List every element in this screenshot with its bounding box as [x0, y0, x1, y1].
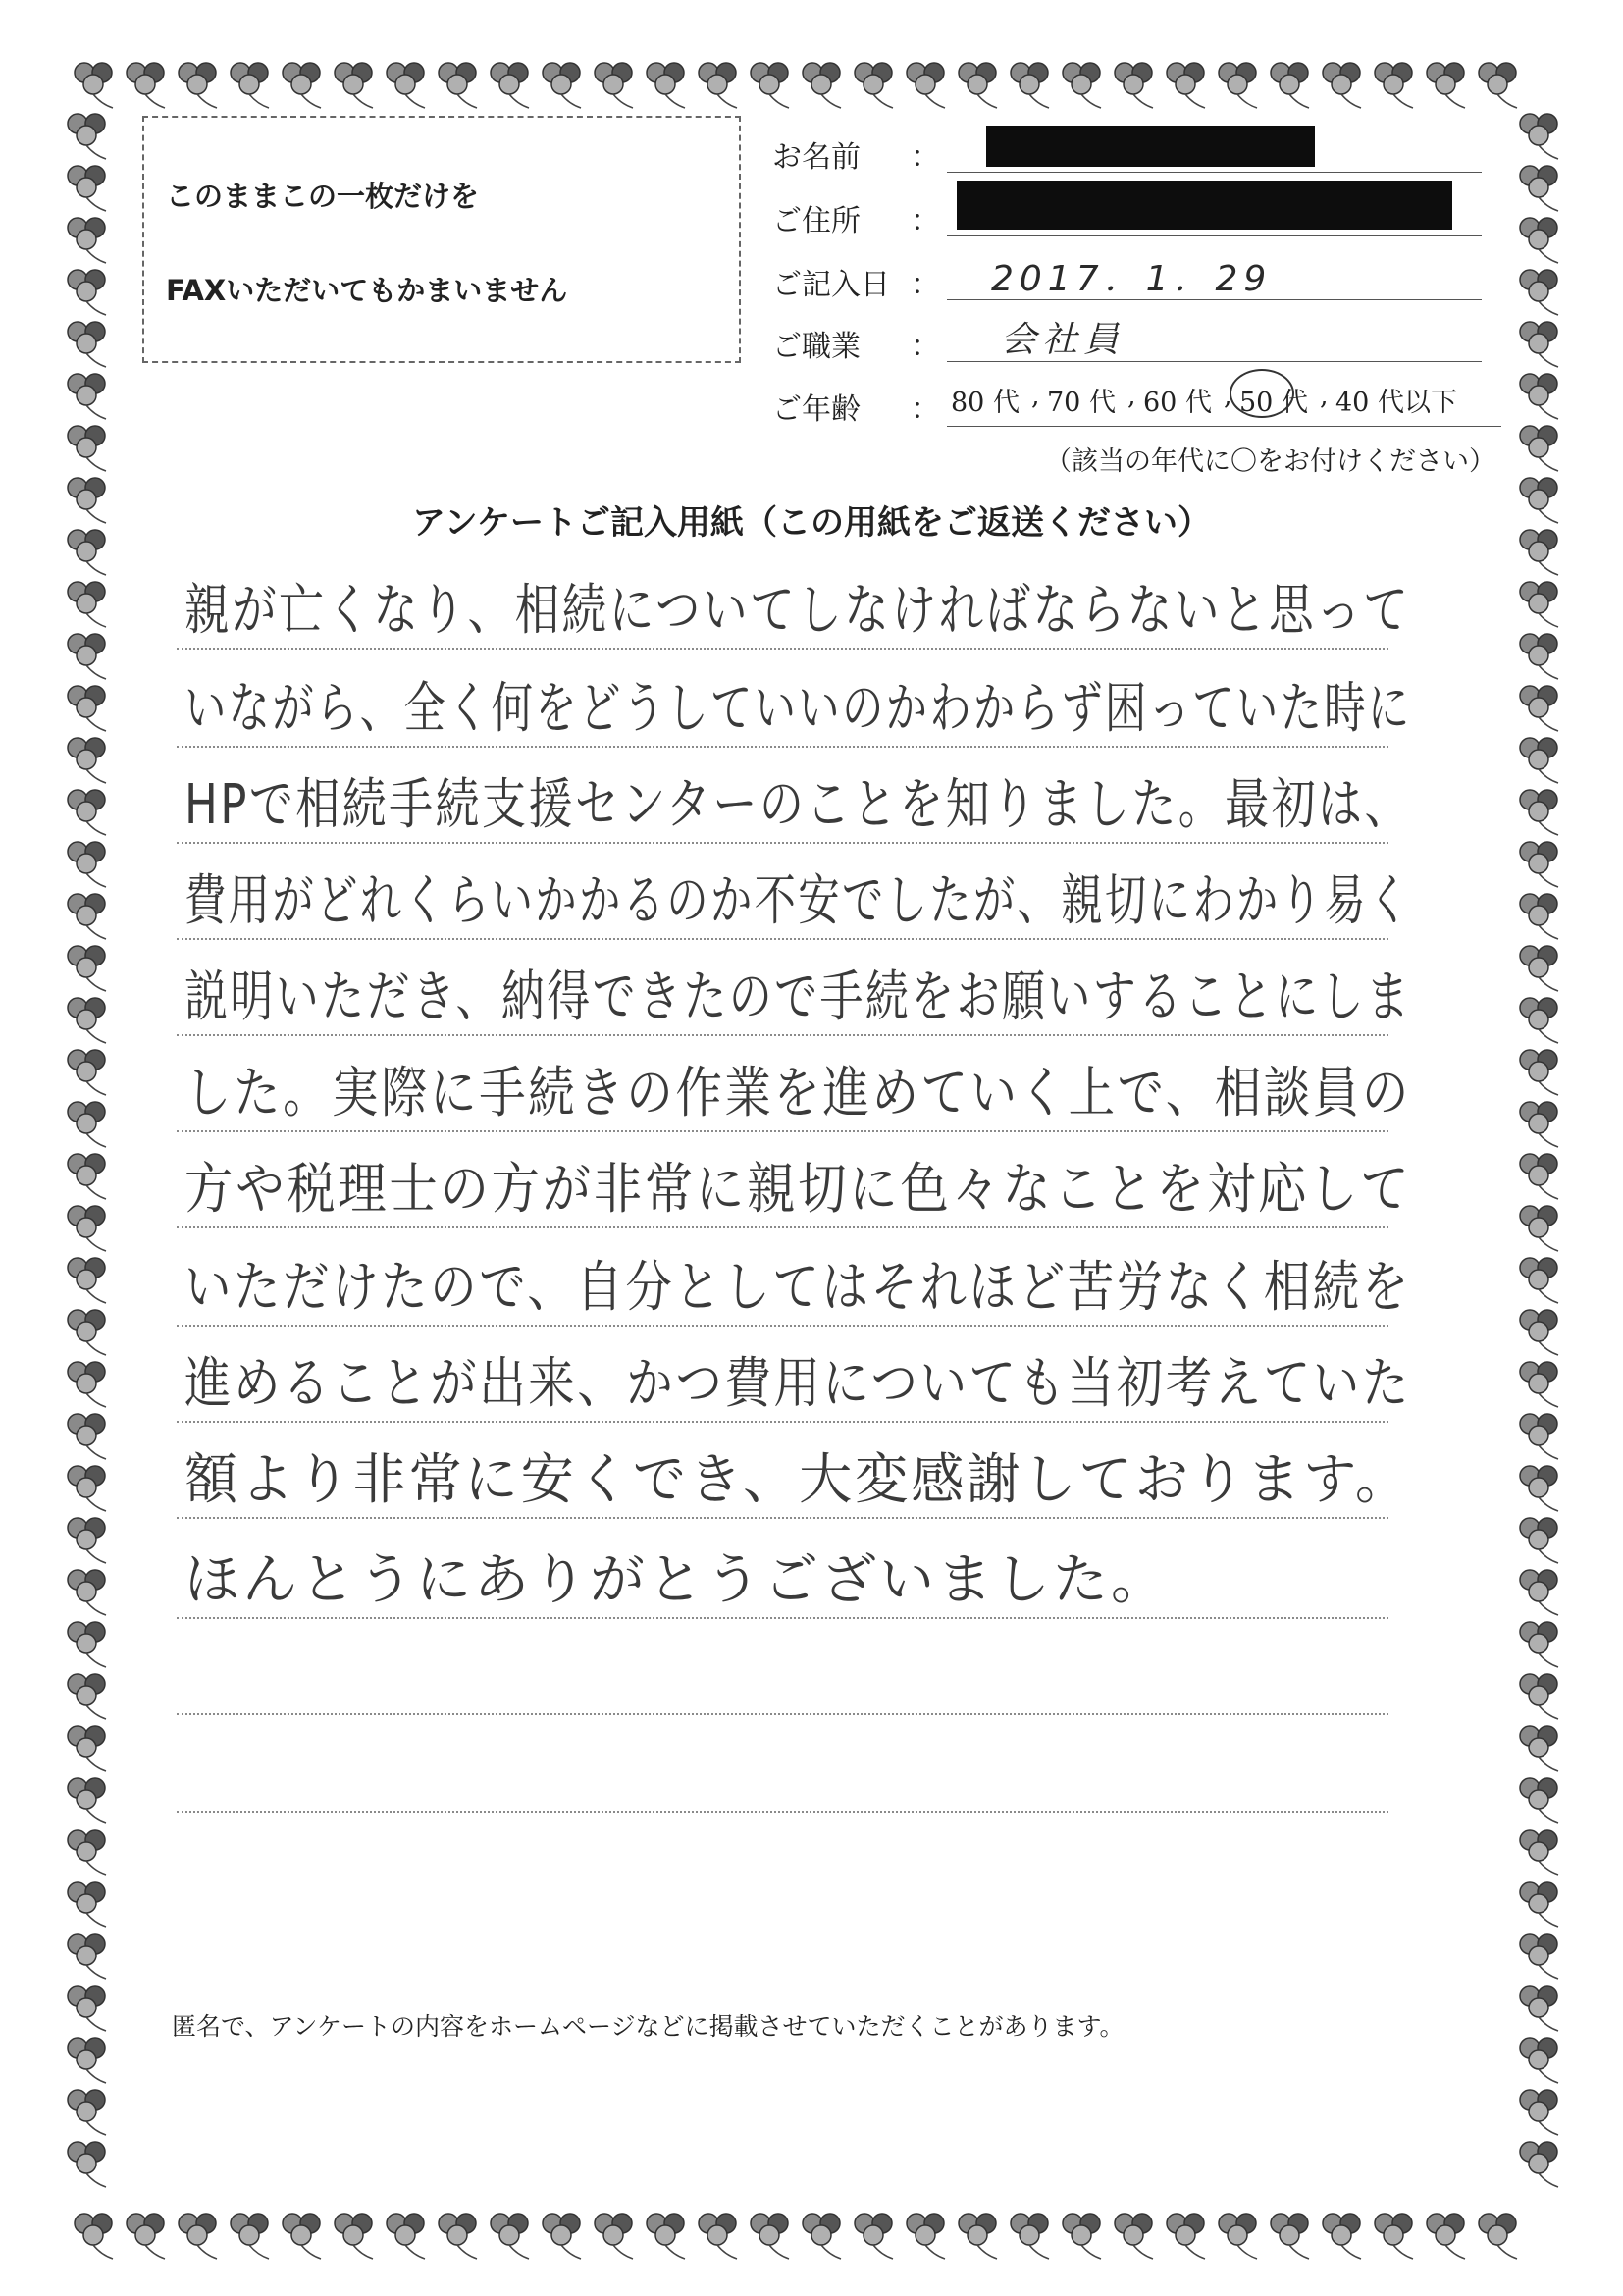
balloon-icon: [1520, 426, 1558, 471]
balloon-icon: [1323, 2214, 1361, 2259]
balloon-icon: [1520, 1986, 1558, 2031]
balloon-icon: [1520, 1726, 1558, 1771]
balloon-icon: [1427, 2214, 1465, 2259]
balloon-icon: [699, 2214, 737, 2259]
job-colon: ：: [911, 330, 940, 364]
ruled-line: [177, 1034, 1388, 1036]
address-label: ご住所: [772, 204, 861, 238]
balloon-icon: [1520, 582, 1558, 627]
job-label: ご職業: [772, 330, 861, 364]
name-field-line: [947, 172, 1482, 173]
age-label: ご年齢: [772, 392, 861, 427]
balloon-icon: [68, 1154, 106, 1199]
balloon-icon: [68, 1050, 106, 1095]
balloon-icon: [127, 2214, 165, 2259]
balloon-icon: [1375, 2214, 1413, 2259]
balloon-icon: [387, 63, 425, 108]
balloon-icon: [75, 63, 113, 108]
balloon-icon: [1520, 842, 1558, 887]
handwritten-comment-line: ほんとうにありがとうございました。: [184, 1548, 1169, 1612]
balloon-icon: [1520, 1466, 1558, 1511]
balloon-icon: [68, 582, 106, 627]
fax-notice-box: [142, 116, 741, 363]
balloon-icon: [68, 634, 106, 679]
age-option-40-under: 40 代以下: [1335, 388, 1457, 418]
balloon-icon: [68, 1466, 106, 1511]
balloon-icon: [68, 894, 106, 939]
name-colon: ：: [911, 140, 940, 175]
balloon-icon: [283, 2214, 321, 2259]
balloon-icon: [439, 2214, 477, 2259]
balloon-icon: [543, 2214, 581, 2259]
balloon-icon: [1520, 114, 1558, 159]
balloon-icon: [68, 790, 106, 835]
balloon-icon: [387, 2214, 425, 2259]
balloon-icon: [1219, 63, 1257, 108]
age-option-50-text: 50 代: [1239, 388, 1308, 418]
balloon-icon: [1520, 1882, 1558, 1927]
balloon-icon: [1520, 1102, 1558, 1147]
handwritten-comment-line: HPで相続手続支援センターのことを知りました。最初は、: [184, 773, 1411, 837]
balloon-icon: [68, 166, 106, 211]
balloon-icon: [1520, 998, 1558, 1043]
ruled-line: [177, 1130, 1388, 1132]
balloon-icon: [179, 2214, 217, 2259]
balloon-icon: [68, 1570, 106, 1615]
balloon-icon: [231, 63, 269, 108]
balloon-icon: [1520, 686, 1558, 731]
balloon-icon: [68, 1934, 106, 1979]
balloon-icon: [68, 218, 106, 263]
balloon-icon: [907, 63, 945, 108]
balloon-icon: [595, 63, 633, 108]
balloon-icon: [647, 2214, 685, 2259]
date-value: 2017．1．29: [991, 259, 1273, 299]
ruled-line: [177, 746, 1388, 748]
balloon-icon: [68, 686, 106, 731]
date-label: ご記入日: [772, 268, 890, 302]
handwritten-comment-line: 方や税理士の方が非常に親切に色々なことを対応して: [184, 1158, 1412, 1222]
ruled-line: [177, 938, 1388, 940]
balloon-icon: [68, 2090, 106, 2135]
balloon-icon: [491, 2214, 529, 2259]
balloon-icon: [1219, 2214, 1257, 2259]
balloon-icon: [1479, 2214, 1517, 2259]
balloon-icon: [231, 2214, 269, 2259]
balloon-icon: [68, 738, 106, 783]
balloon-icon: [68, 1986, 106, 2031]
balloon-icon: [1520, 894, 1558, 939]
balloon-icon: [68, 1310, 106, 1355]
age-separator: ,: [1320, 381, 1329, 411]
balloon-icon: [1115, 63, 1153, 108]
balloon-icon: [491, 63, 529, 108]
balloon-icon: [68, 374, 106, 419]
fax-notice-line1: このままこの一枚だけを: [166, 180, 480, 213]
balloon-icon: [439, 63, 477, 108]
address-field-line: [947, 235, 1482, 236]
balloon-icon: [1520, 1622, 1558, 1667]
address-redaction: [957, 181, 1452, 230]
balloon-icon: [68, 270, 106, 315]
balloon-icon: [127, 63, 165, 108]
handwritten-comment-line: 費用がどれくらいかかるのか不安でしたが、親切にわかり易く: [184, 869, 1412, 933]
ruled-line: [177, 1517, 1388, 1519]
balloon-icon: [68, 1518, 106, 1563]
balloon-icon: [68, 946, 106, 991]
age-selection-circle: [1230, 369, 1294, 418]
balloon-icon: [1167, 63, 1205, 108]
balloon-icon: [1520, 1362, 1558, 1407]
balloon-icon: [1167, 2214, 1205, 2259]
handwritten-comment-line: いながら、全く何をどうしていいのかわからず困っていた時に: [184, 677, 1412, 741]
balloon-icon: [1520, 218, 1558, 263]
date-colon: ：: [911, 268, 940, 302]
balloon-icon: [1271, 63, 1309, 108]
balloon-icon: [1323, 63, 1361, 108]
age-option-80: 80 代: [951, 388, 1020, 418]
balloon-icon: [68, 1206, 106, 1251]
name-label: お名前: [772, 140, 861, 175]
balloon-icon: [68, 1726, 106, 1771]
balloon-icon: [1520, 322, 1558, 367]
balloon-icon: [75, 2214, 113, 2259]
balloon-icon: [907, 2214, 945, 2259]
balloon-icon: [1520, 1934, 1558, 1979]
balloon-icon: [1520, 738, 1558, 783]
balloon-icon: [803, 63, 841, 108]
balloon-icon: [1520, 1258, 1558, 1303]
balloon-icon: [68, 1778, 106, 1823]
ruled-line: [177, 1713, 1388, 1715]
handwritten-comment-line: 親が亡くなり、相続についてしなければならないと思って: [184, 579, 1411, 643]
balloon-icon: [751, 63, 789, 108]
balloon-icon: [595, 2214, 633, 2259]
balloon-icon: [699, 63, 737, 108]
balloon-icon: [1520, 1050, 1558, 1095]
age-separator: ,: [1031, 381, 1040, 411]
balloon-icon: [68, 1622, 106, 1667]
balloon-icon: [179, 63, 217, 108]
balloon-icon: [1427, 63, 1465, 108]
balloon-icon: [543, 63, 581, 108]
balloon-icon: [68, 114, 106, 159]
ruled-line: [177, 1226, 1388, 1228]
balloon-icon: [959, 2214, 997, 2259]
form-title: アンケートご記入用紙（この用紙をご返送ください）: [412, 503, 1211, 543]
balloon-icon: [803, 2214, 841, 2259]
ruled-line: [177, 1811, 1388, 1813]
balloon-icon: [647, 63, 685, 108]
balloon-icon: [68, 1102, 106, 1147]
handwritten-comment-line: した。実際に手続きの作業を進めていく上で、相談員の: [184, 1062, 1411, 1125]
balloon-icon: [1479, 63, 1517, 108]
balloon-icon: [68, 1362, 106, 1407]
balloon-icon: [68, 1414, 106, 1459]
balloon-icon: [1520, 790, 1558, 835]
ruled-line: [177, 1421, 1388, 1423]
address-colon: ：: [911, 204, 940, 238]
balloon-icon: [335, 2214, 373, 2259]
name-redaction: [986, 126, 1315, 167]
balloon-icon: [1520, 634, 1558, 679]
balloon-icon: [68, 998, 106, 1043]
balloon-icon: [68, 1830, 106, 1875]
balloon-icon: [68, 426, 106, 471]
publication-notice: 匿名で、アンケートの内容をホームページなどに掲載させていただくことがあります。: [172, 2012, 1125, 2041]
age-option-50-selected: [1239, 381, 1308, 419]
balloon-icon: [1011, 2214, 1049, 2259]
ruled-line: [177, 842, 1388, 844]
balloon-icon: [1520, 166, 1558, 211]
balloon-icon: [1520, 1778, 1558, 1823]
balloon-icon: [1063, 2214, 1101, 2259]
balloon-icon: [68, 842, 106, 887]
balloon-icon: [1520, 270, 1558, 315]
balloon-icon: [68, 1882, 106, 1927]
age-colon: ：: [911, 392, 940, 427]
ruled-line: [177, 1325, 1388, 1327]
ruled-line: [177, 648, 1388, 650]
balloon-icon: [1520, 1570, 1558, 1615]
balloon-icon: [335, 63, 373, 108]
balloon-icon: [751, 2214, 789, 2259]
balloon-icon: [1520, 374, 1558, 419]
balloon-icon: [1115, 2214, 1153, 2259]
balloon-icon: [68, 1674, 106, 1719]
balloon-icon: [1520, 2090, 1558, 2135]
balloon-icon: [1271, 2214, 1309, 2259]
fax-notice-line2: FAXいただいてもかまいません: [166, 274, 568, 307]
handwritten-comment-line: 説明いただき、納得できたので手続をお願いすることにしま: [184, 965, 1412, 1029]
balloon-icon: [1520, 2142, 1558, 2187]
balloon-icon: [68, 322, 106, 367]
balloon-icon: [1375, 63, 1413, 108]
balloon-icon: [1520, 1310, 1558, 1355]
age-option-60: 60 代: [1143, 388, 1212, 418]
job-value: 会社員: [1001, 320, 1126, 360]
balloon-icon: [68, 2142, 106, 2187]
age-option-70: 70 代: [1047, 388, 1116, 418]
balloon-icon: [855, 63, 893, 108]
balloon-icon: [1063, 63, 1101, 108]
balloon-icon: [1520, 1674, 1558, 1719]
balloon-icon: [1520, 1414, 1558, 1459]
balloon-icon: [1520, 1154, 1558, 1199]
balloon-icon: [1520, 946, 1558, 991]
ruled-line: [177, 1617, 1388, 1619]
balloon-icon: [1520, 1830, 1558, 1875]
balloon-icon: [68, 2038, 106, 2083]
balloon-icon: [855, 2214, 893, 2259]
age-separator: ,: [1224, 381, 1232, 411]
handwritten-comment-line: 額より非常に安くでき、大変感謝しております。: [184, 1448, 1411, 1512]
balloon-icon: [959, 63, 997, 108]
balloon-icon: [1011, 63, 1049, 108]
handwritten-comment-line: 進めることが出来、かつ費用についても当初考えていた: [184, 1352, 1411, 1416]
balloon-icon: [1520, 1518, 1558, 1563]
balloon-icon: [1520, 2038, 1558, 2083]
handwritten-comment-line: いただけたので、自分としてはそれほど苦労なく相続を: [184, 1256, 1411, 1320]
balloon-icon: [1520, 1206, 1558, 1251]
age-separator: ,: [1127, 381, 1136, 411]
age-options-row: [947, 381, 1501, 427]
age-instruction-note: （該当の年代に〇をお付けください）: [1045, 446, 1495, 477]
balloon-icon: [68, 1258, 106, 1303]
balloon-icon: [283, 63, 321, 108]
